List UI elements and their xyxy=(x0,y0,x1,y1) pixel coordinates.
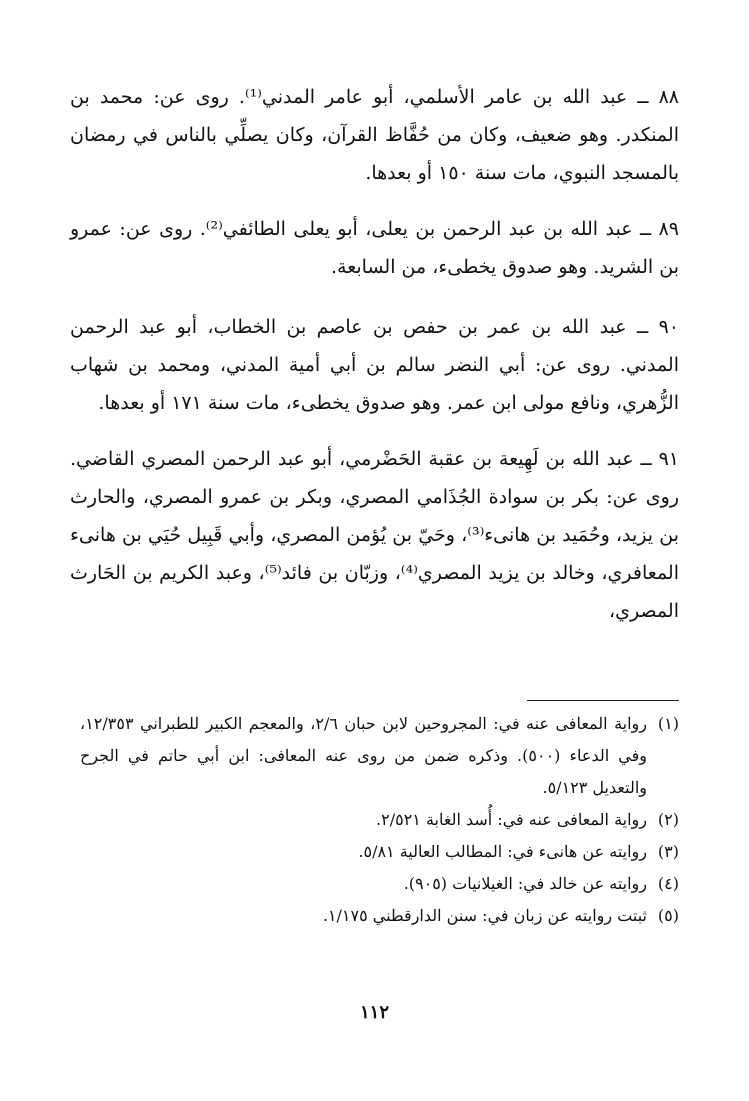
entry-88: ٨٨ ــ عبد الله بن عامر الأسلمي، أبو عامر المدني⁽¹⁾. روى عن: محمد بن المنكدر. وهو ضعيف، وكان من حُفَّاظ القرآن، وكان يصلِّي بالناس في رمضان بالمسجد النبوي، مات سنة ١٥٠ أو بعدها. xyxy=(70,86,679,184)
entry-89: ٨٩ ــ عبد الله بن عبد الرحمن بن يعلى، أبو يعلى الطائفي⁽²⁾. روى عن: عمرو بن الشريد. وهو صدوق يخطىء، من السابعة. xyxy=(70,218,680,278)
footnote-4 xyxy=(70,868,679,900)
footnote-number: (١) xyxy=(657,714,679,733)
footnote-number: (٤) xyxy=(657,874,679,893)
footnote-divider xyxy=(527,700,679,701)
footnote-2 xyxy=(70,804,679,836)
footnote-text: روايته عن خالد في: الغيلانيات (٩٠٥). xyxy=(403,874,647,893)
footnote-number: (٥) xyxy=(657,906,679,925)
footnotes xyxy=(70,708,679,932)
footnote-text: روايته عن هانىء في: المطالب العالية ٥/٨١. xyxy=(358,842,647,861)
page-number: ١١٢ xyxy=(359,1002,389,1023)
document-page xyxy=(70,78,679,1071)
footnote-5 xyxy=(70,900,679,932)
footnote-text: ثبتت روايته عن زبان في: سنن الدارقطني ١/١٧٥. xyxy=(322,906,647,925)
footnote-1 xyxy=(70,708,679,804)
entry-91: ٩١ ــ عبد الله بن لَهِيعة بن عقبة الحَضْرمي، أبو عبد الرحمن المصري القاضي. روى عن: بكر بن سوادة الجُذَامي المصري، وبكر بن عمرو المصري، والحارث بن يزيد، وحُمَيد بن هانىء⁽³⁾، وحَيّ بن يُؤمن المصري، وأبي قَبِيل حُيَي بن هانىء المعافري، وخالد بن يزيد المصري⁽⁴⁾، وزبّان بن فائد⁽⁵⁾، وعبد الكريم بن الحَارث المصري، xyxy=(70,448,680,622)
footnote-text: رواية المعافى عنه في: المجروحين لابن حبان ٢/٦، والمعجم الكبير للطبراني ١٢/٣٥٣، وفي الدعاء (٥٠٠). وذكره ضمن من روى عنه المعافى: ابن أبي حاتم في الجرح والتعديل ٥/١٢٣. xyxy=(80,714,648,797)
entry-90: ٩٠ ــ عبد الله بن عمر بن حفص بن عاصم بن الخطاب، أبو عبد الرحمن المدني. روى عن: أبي النضر سالم بن أبي أمية المدني، ومحمد بن شهاب الزُّهري، ونافع مولى ابن عمر. وهو صدوق يخطىء، مات سنة ١٧١ أو بعدها. xyxy=(70,316,679,414)
footnote-number: (٣) xyxy=(657,842,679,861)
footnote-text: رواية المعافى عنه في: أُسد الغابة ٢/٥٢١. xyxy=(376,810,647,829)
footnote-3 xyxy=(70,836,679,868)
footnote-number: (٢) xyxy=(657,810,679,829)
